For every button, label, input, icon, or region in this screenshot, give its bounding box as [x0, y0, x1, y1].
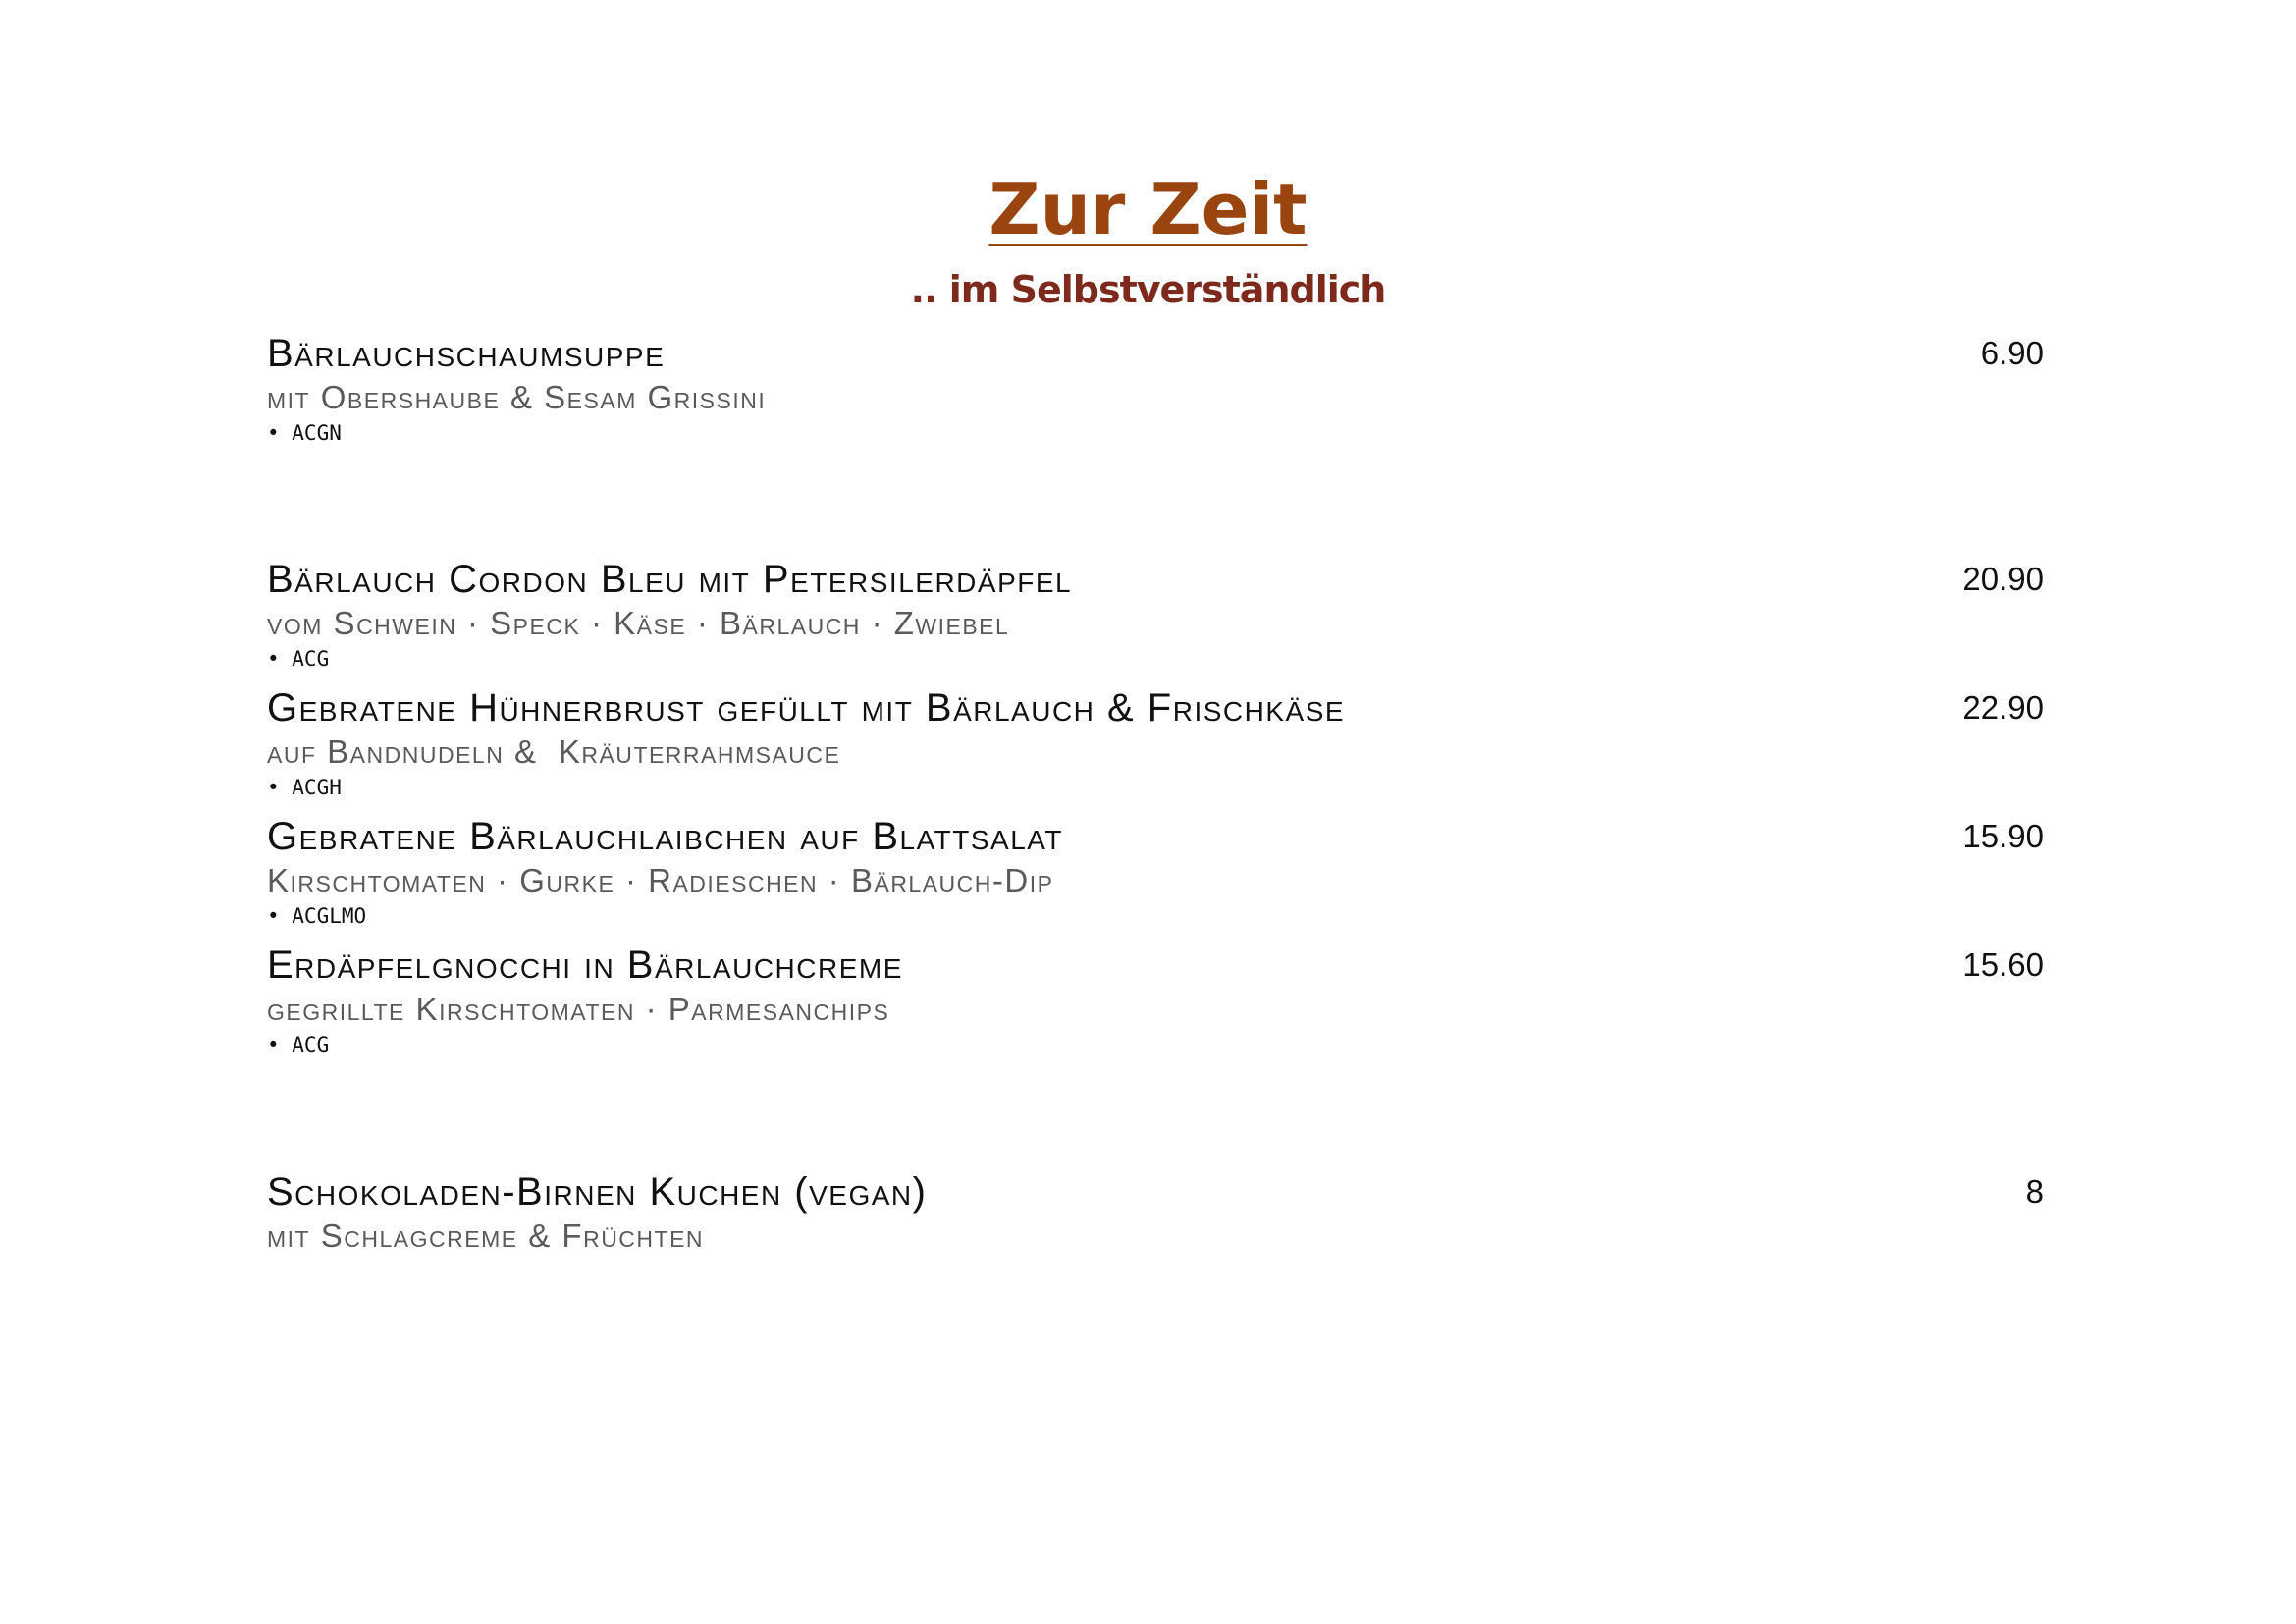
- menu-item-name: Bärlauchschaumsuppe: [267, 332, 666, 375]
- menu-item-cordon-bleu: [267, 557, 2044, 673]
- menu-item-name: Bärlauch Cordon Bleu mit Petersilerdäpfel: [267, 558, 1073, 601]
- menu-item-price: 15.90: [1962, 818, 2044, 854]
- menu-item-allergens: • ACG: [267, 647, 330, 671]
- menu-item-description: vom Schwein · Speck · Käse · Bärlauch · Zwiebel: [267, 605, 1010, 641]
- menu-item-allergens: • ACG: [267, 1033, 330, 1056]
- menu-item-price: 22.90: [1962, 689, 2044, 726]
- menu-item-description: mit Obershaube & Sesam Grissini: [267, 379, 767, 415]
- menu-item-description: mit Schlagcreme & Früchten: [267, 1218, 705, 1254]
- menu-item-laibchen: [267, 814, 2044, 930]
- menu-item-chicken-breast: [267, 685, 2044, 801]
- menu-item-allergens: • ACGLMO: [267, 904, 367, 928]
- menu-item-price: 15.60: [1962, 947, 2044, 983]
- menu-item-price: 8: [2025, 1173, 2044, 1210]
- page-title: Zur Zeit: [988, 168, 1308, 250]
- menu-item-name: Erdäpfelgnocchi in Bärlauchcreme: [267, 944, 903, 987]
- page-subtitle: .. im Selbstverständlich: [910, 268, 1386, 311]
- menu-item-description: Kirschtomaten · Gurke · Radieschen · Bärlauch-Dip: [267, 862, 1054, 898]
- menu-item-price: 6.90: [1980, 335, 2044, 371]
- menu-item-gnocchi: [267, 943, 2044, 1058]
- menu-item-soup: [267, 331, 2044, 447]
- menu-item-description: auf Bandnudeln & Kräuterrahmsauce: [267, 733, 841, 770]
- menu-item-name: Schokoladen-Birnen Kuchen (vegan): [267, 1170, 928, 1214]
- menu-item-cake: [267, 1169, 2044, 1258]
- menu-item-price: 20.90: [1962, 561, 2044, 597]
- menu-item-name: Gebratene Bärlauchlaibchen auf Blattsalat: [267, 815, 1064, 858]
- menu-item-description: gegrillte Kirschtomaten · Parmesanchips: [267, 991, 890, 1027]
- menu-item-name: Gebratene Hühnerbrust gefüllt mit Bärlauch & Frischkäse: [267, 686, 1346, 730]
- menu-item-allergens: • ACGN: [267, 421, 342, 445]
- menu-item-allergens: • ACGH: [267, 776, 342, 799]
